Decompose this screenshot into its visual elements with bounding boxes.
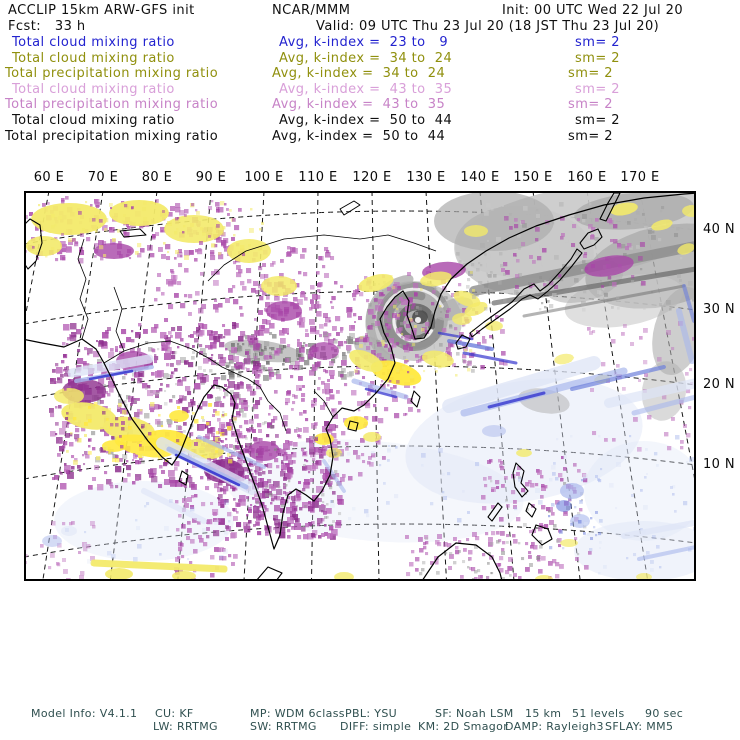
map-frame	[25, 192, 695, 580]
legend-label: Total precipitation mixing ratio	[5, 97, 219, 113]
center-title: NCAR/MMM	[272, 3, 351, 18]
lon-label: 160 E	[567, 170, 607, 185]
lon-label: 130 E	[406, 170, 446, 185]
coastline	[340, 201, 360, 215]
coastline	[600, 193, 620, 221]
legend-detail: Avg, k-index = 34 to 24	[279, 50, 453, 66]
lat-label: 40 N	[703, 222, 735, 237]
coastline	[314, 391, 333, 417]
coastline	[580, 229, 602, 249]
footer-segment: DIFF: simple	[340, 720, 412, 733]
lon-label: 120 E	[352, 170, 392, 185]
lat-label: 20 N	[703, 377, 735, 392]
coastline	[120, 229, 146, 237]
legend-sm: sm= 2	[575, 81, 620, 97]
lon-label: 140 E	[460, 170, 500, 185]
lon-label: 170 E	[620, 170, 660, 185]
map-panel	[24, 191, 696, 581]
legend-label: Total cloud mixing ratio	[12, 50, 175, 66]
legend-sm: sm= 2	[568, 66, 613, 82]
coastline	[114, 287, 124, 351]
coastline	[411, 391, 420, 407]
footer-segment: Model Info: V4.1.1	[31, 707, 138, 720]
legend-sm: sm= 2	[575, 50, 620, 66]
legend-label: Total cloud mixing ratio	[12, 113, 175, 128]
coastline	[422, 543, 502, 581]
coastline	[104, 341, 235, 373]
legend-sm: sm= 2	[575, 35, 620, 50]
coastline	[526, 503, 536, 517]
coastline	[235, 373, 286, 431]
lon-label: 150 E	[513, 170, 553, 185]
footer-segment: DAMP: Rayleigh3	[505, 720, 604, 733]
init-time: Init: 00 UTC Wed 22 Jul 20	[502, 3, 684, 18]
footer-segment: 90 sec	[645, 707, 684, 720]
legend-detail: Avg, k-index = 50 to 44	[279, 113, 453, 128]
legend-sm: sm= 2	[575, 113, 620, 128]
lat-label: 10 N	[703, 457, 735, 472]
lon-label: 80 E	[141, 170, 173, 185]
footer-segment: SF: Noah LSM	[435, 707, 514, 720]
lon-label: 70 E	[87, 170, 119, 185]
legend-label: Total precipitation mixing ratio	[5, 66, 219, 82]
coastline	[470, 249, 582, 337]
footer-segment: 51 levels	[572, 707, 625, 720]
legend-label: Total precipitation mixing ratio	[5, 128, 219, 144]
legend-label: Total cloud mixing ratio	[12, 35, 175, 50]
coastline	[78, 239, 88, 339]
legend-detail: Avg, k-index = 43 to 35	[272, 97, 446, 113]
lon-label: 110 E	[298, 170, 338, 185]
legend-detail: Avg, k-index = 34 to 24	[272, 66, 446, 82]
coastline	[208, 251, 246, 281]
forecast-hour: Fcst: 33 h	[8, 19, 86, 34]
footer-segment: LW: RRTMG	[153, 720, 218, 733]
footer-segment: MP: WDM 6class	[250, 707, 345, 720]
coastline	[24, 193, 696, 549]
legend-detail: Avg, k-index = 43 to 35	[279, 81, 453, 97]
lon-label: 100 E	[244, 170, 284, 185]
legend-detail: Avg, k-index = 50 to 44	[272, 128, 446, 144]
legend-label: Total cloud mixing ratio	[12, 81, 175, 97]
coastline	[488, 503, 502, 521]
coastline	[513, 463, 528, 497]
footer-segment: KM: 2D Smagor	[418, 720, 509, 733]
coastline	[456, 335, 470, 349]
coastline	[256, 567, 282, 581]
valid-time: Valid: 09 UTC Thu 23 Jul 20 (18 JST Thu 23 Jul 20)	[316, 19, 660, 34]
lon-label: 60 E	[33, 170, 65, 185]
legend-sm: sm= 2	[568, 128, 613, 144]
coastline	[179, 471, 188, 485]
coastline	[24, 219, 42, 269]
coastline	[532, 525, 552, 545]
coastline-overlay	[24, 191, 696, 581]
legend-detail: Avg, k-index = 23 to 9	[279, 35, 449, 50]
footer-segment: 15 km	[525, 707, 562, 720]
model-title: ACCLIP 15km ARW-GFS init	[8, 3, 195, 18]
footer-segment: CU: KF	[155, 707, 194, 720]
footer-segment: PBL: YSU	[345, 707, 398, 720]
footer-segment: SW: RRTMG	[250, 720, 317, 733]
coastline	[348, 421, 358, 431]
legend-sm: sm= 2	[568, 97, 613, 113]
lon-label: 90 E	[195, 170, 227, 185]
lat-label: 30 N	[703, 302, 735, 317]
footer-segment: SFLAY: MM5	[605, 720, 674, 733]
coastline	[246, 235, 436, 251]
